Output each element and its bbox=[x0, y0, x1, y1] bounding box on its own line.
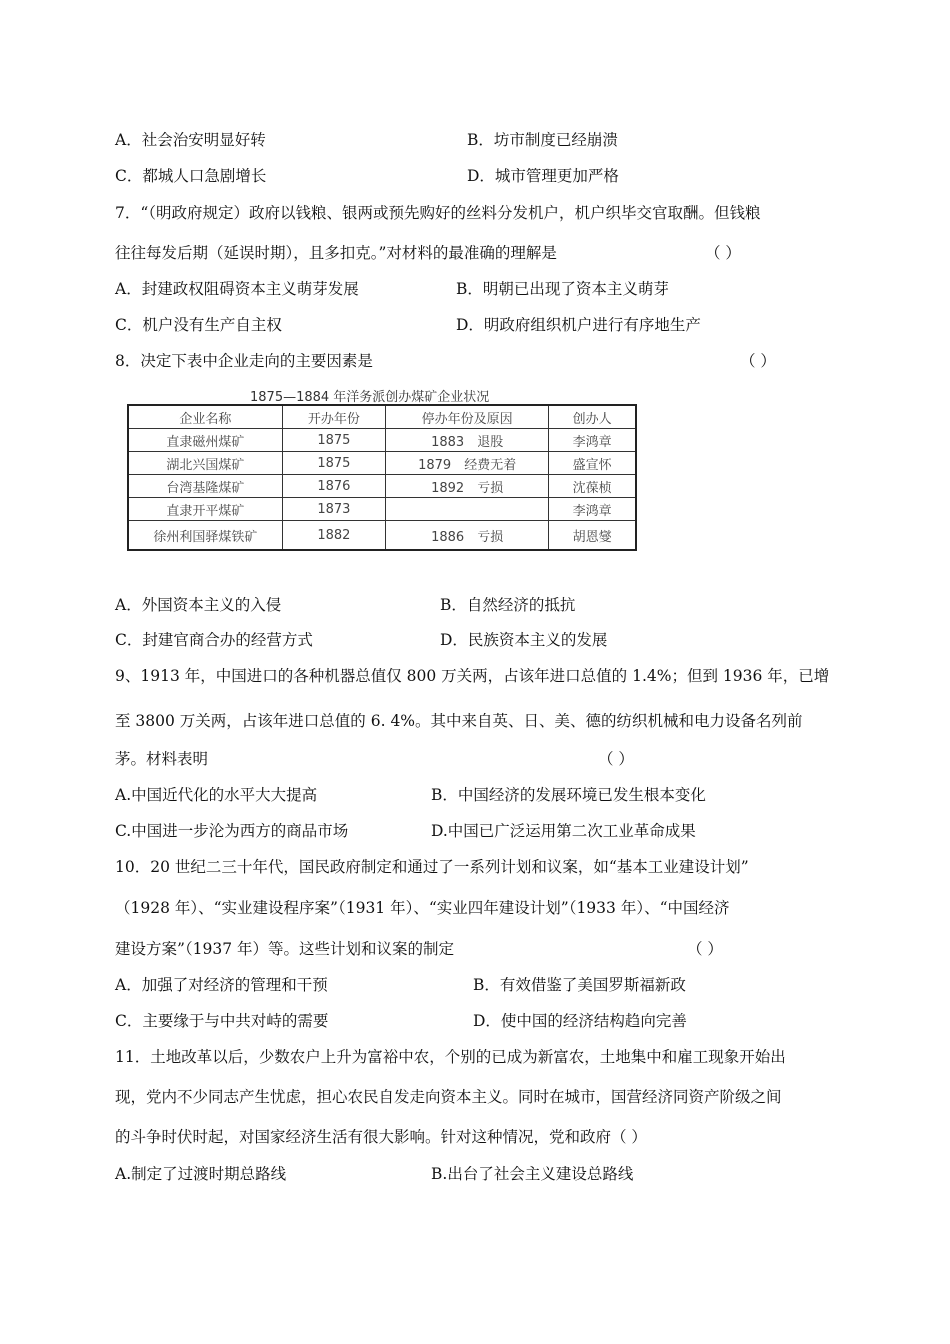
q9-stem-line-1: 9、1913 年，中国进口的各种机器总值仅 800 万关两，占该年进口总值的 1.4%；但到 1936 年，已增 bbox=[115, 667, 830, 685]
q9-option-a: A.中国近代化的水平大大提高 bbox=[115, 786, 318, 804]
q11-stem-line-2: 现，党内不少同志产生忧虑，担心农民自发走向资本主义。同时在城市，国营经济同资产阶级之间 bbox=[115, 1088, 782, 1106]
table-cell: 1875 bbox=[282, 429, 385, 452]
table-cell: 李鸿章 bbox=[549, 498, 636, 521]
table-cell: 李鸿章 bbox=[549, 429, 636, 452]
table-header-cell: 创办人 bbox=[549, 405, 636, 429]
table-header-cell: 开办年份 bbox=[282, 405, 385, 429]
q10-stem-line-3: 建设方案”（1937 年）等。这些计划和议案的制定 bbox=[115, 940, 455, 958]
q7-option-d: D．明政府组织机户进行有序地生产 bbox=[456, 316, 701, 334]
q10-option-a: A．加强了对经济的管理和干预 bbox=[115, 976, 328, 994]
table-cell: 1882 bbox=[282, 521, 385, 551]
q6-option-d: D．城市管理更加严格 bbox=[467, 167, 619, 185]
q6-option-c: C．都城人口急剧增长 bbox=[115, 167, 267, 185]
q10-option-c: C．主要缘于与中共对峙的需要 bbox=[115, 1012, 329, 1030]
q6-option-a: A．社会治安明显好转 bbox=[115, 131, 266, 149]
q9-option-c: C.中国进一步沦为西方的商品市场 bbox=[115, 822, 349, 840]
q11-option-b: B.出台了社会主义建设总路线 bbox=[431, 1165, 634, 1183]
q7-option-a: A．封建政权阻碍资本主义萌芽发展 bbox=[115, 280, 359, 298]
q11-option-a: A.制定了过渡时期总路线 bbox=[115, 1165, 287, 1183]
table-row bbox=[128, 521, 636, 551]
table-cell: 1892 亏损 bbox=[386, 475, 549, 498]
table-cell: 1883 退股 bbox=[386, 429, 549, 452]
table-header-row bbox=[128, 405, 636, 429]
table-row bbox=[128, 429, 636, 452]
q9-option-b: B．中国经济的发展环境已发生根本变化 bbox=[431, 786, 706, 804]
q7-option-c: C．机户没有生产自主权 bbox=[115, 316, 282, 334]
q7-answer-blank: （ ） bbox=[705, 244, 741, 262]
table-cell: 1886 亏损 bbox=[386, 521, 549, 551]
q7-stem-line-2: 往往每发后期（延误时期），且多扣克。”对材料的最准确的理解是 bbox=[115, 244, 557, 262]
table-cell: 徐州利国驿煤铁矿 bbox=[128, 521, 282, 551]
table-cell: 1876 bbox=[282, 475, 385, 498]
table-cell: 沈葆桢 bbox=[549, 475, 636, 498]
q8-option-c: C．封建官商合办的经营方式 bbox=[115, 631, 313, 649]
table-cell: 台湾基隆煤矿 bbox=[128, 475, 282, 498]
q8-option-a: A．外国资本主义的入侵 bbox=[115, 596, 282, 614]
table-cell: 胡恩燮 bbox=[549, 521, 636, 551]
q8-table-caption: 1875—1884 年洋务派创办煤矿企业状况 bbox=[250, 390, 490, 405]
q9-answer-blank: （ ） bbox=[598, 750, 634, 768]
q8-coal-mine-table bbox=[127, 404, 637, 551]
q9-option-d: D.中国已广泛运用第二次工业革命成果 bbox=[431, 822, 696, 840]
q10-option-b: B．有效借鉴了美国罗斯福新政 bbox=[473, 976, 686, 994]
table-row bbox=[128, 452, 636, 475]
q9-stem-line-2: 至 3800 万关两，占该年进口总值的 6. 4%。其中来自英、日、美、德的纺织机械和电力设备名列前 bbox=[115, 712, 803, 730]
table-cell: 盛宣怀 bbox=[549, 452, 636, 475]
table-cell: 直隶开平煤矿 bbox=[128, 498, 282, 521]
q11-stem-line-1: 11．土地改革以后，少数农户上升为富裕中农，个别的已成为新富农，土地集中和雇工现象开始出 bbox=[115, 1048, 786, 1066]
q8-option-b: B．自然经济的抵抗 bbox=[440, 596, 576, 614]
q7-stem-line-1: 7．“（明政府规定）政府以钱粮、银两或预先购好的丝料分发机户，机户织毕交官取酬。但钱粮 bbox=[115, 204, 761, 222]
table-header-cell: 停办年份及原因 bbox=[386, 405, 549, 429]
q9-stem-line-3: 茅。材料表明 bbox=[115, 750, 209, 768]
q10-option-d: D．使中国的经济结构趋向完善 bbox=[473, 1012, 687, 1030]
table-cell bbox=[386, 498, 549, 521]
table-cell: 1873 bbox=[282, 498, 385, 521]
table-cell: 直隶磁州煤矿 bbox=[128, 429, 282, 452]
q7-option-b: B．明朝已出现了资本主义萌芽 bbox=[456, 280, 669, 298]
table-row bbox=[128, 498, 636, 521]
q10-stem-line-2: （1928 年）、“实业建设程序案”（1931 年）、“实业四年建设计划”（1933 年）、“中国经济 bbox=[115, 899, 730, 917]
q8-answer-blank: （ ） bbox=[740, 352, 776, 370]
q8-option-d: D．民族资本主义的发展 bbox=[440, 631, 608, 649]
table-cell: 1879 经费无着 bbox=[386, 452, 549, 475]
table-row bbox=[128, 475, 636, 498]
q6-option-b: B．坊市制度已经崩溃 bbox=[467, 131, 618, 149]
q8-stem: 8．决定下表中企业走向的主要因素是 bbox=[115, 352, 373, 370]
q10-answer-blank: （ ） bbox=[687, 940, 723, 958]
table-cell: 1875 bbox=[282, 452, 385, 475]
q11-stem-line-3: 的斗争时伏时起，对国家经济生活有很大影响。针对这种情况，党和政府（ ） bbox=[115, 1128, 647, 1146]
q10-stem-line-1: 10．20 世纪二三十年代，国民政府制定和通过了一系列计划和议案，如“基本工业建设计划” bbox=[115, 858, 749, 876]
table-cell: 湖北兴国煤矿 bbox=[128, 452, 282, 475]
table-header-cell: 企业名称 bbox=[128, 405, 282, 429]
